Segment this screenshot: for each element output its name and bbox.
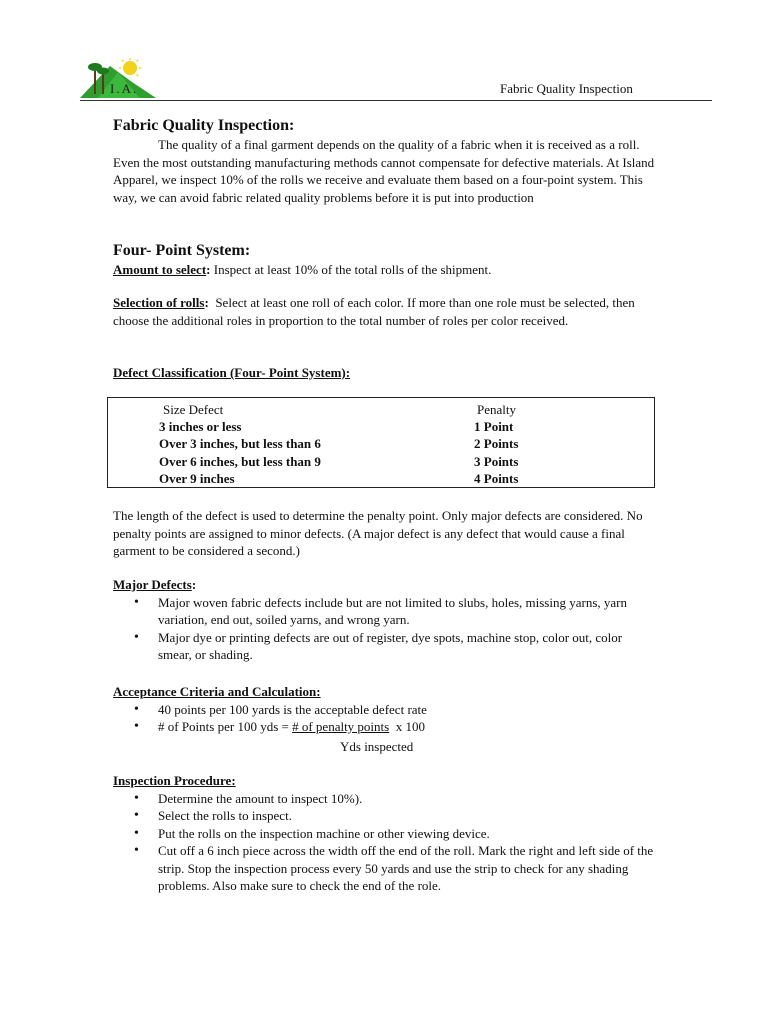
acceptance-section	[113, 683, 658, 736]
defect-size: Over 6 inches, but less than 9	[159, 454, 321, 469]
defect-penalty: 1 Point	[474, 419, 514, 434]
intro-section	[113, 116, 658, 206]
table-header-penalty: Penalty	[477, 402, 516, 417]
selection-of-rolls: Selection of rolls: Select at least one roll of each color. If more than one role must be selected, then choose the additional roles in proportion to the total number of roles per color received.	[113, 295, 635, 328]
logo-text: I.A.	[110, 81, 139, 96]
formula-times: x 100	[395, 719, 425, 734]
list-item: • 40 points per 100 yards is the acceptable defect rate	[113, 701, 658, 719]
acceptance-heading: Acceptance Criteria and Calculation:	[113, 684, 321, 699]
procedure-section	[113, 772, 658, 895]
acceptance-list	[113, 701, 658, 736]
list-item: • Major dye or printing defects are out of register, dye spots, machine stop, color out, color smear, or shading.	[113, 629, 658, 664]
formula-lhs: # of Points per 100 yds =	[158, 719, 289, 734]
table-row	[108, 418, 654, 435]
classification-heading-wrap	[113, 364, 658, 382]
major-defects-heading: Major Defects	[113, 577, 192, 592]
formula-numerator: # of penalty points	[292, 719, 390, 734]
list-item: • Put the rolls on the inspection machine or other viewing device.	[113, 825, 658, 843]
defect-penalty: 2 Points	[474, 436, 519, 451]
table-row	[108, 453, 654, 470]
defect-size: Over 3 inches, but less than 6	[159, 436, 321, 451]
list-item: • Determine the amount to inspect 10%).	[113, 790, 658, 808]
defect-table	[107, 397, 655, 488]
list-item: • Select the rolls to inspect.	[113, 807, 658, 825]
major-defects-section: Major Defects: • Major woven fabric defects include but are not limited to slubs, holes, missing yarns, yarn variation, end out, soiled yarns, and wrong yarn. • Major dye or printing defects are out of register, dye spots, machine stop, color out, color smear, or shading.	[113, 576, 658, 664]
amount-text: Inspect at least 10% of the total rolls of the shipment.	[213, 262, 492, 277]
table-row	[108, 470, 654, 487]
defect-penalty: 3 Points	[474, 454, 519, 469]
table-row	[108, 435, 654, 452]
selection-text: Select at least one roll of each color. If more than one role must be selected, then choose the additional roles in proportion to the total number of roles per color received.	[113, 295, 635, 328]
header-divider	[80, 100, 712, 101]
procedure-heading: Inspection Procedure:	[113, 773, 236, 788]
defect-size: Over 9 inches	[159, 471, 235, 486]
table-header-size: Size Defect	[163, 402, 224, 417]
four-point-heading: Four- Point System:	[113, 242, 251, 259]
formula-item	[113, 718, 658, 736]
length-note-wrap	[113, 507, 658, 560]
list-item: • Major woven fabric defects include but are not limited to slubs, holes, missing yarns, yarn variation, end out, soiled yarns, and wrong yarn.	[113, 594, 658, 629]
table-header-row	[108, 401, 654, 418]
list-item: • Cut off a 6 inch piece across the width off the end of the roll. Mark the right and left side of the strip. Stop the inspection process every 50 yards and use the strip to check for any shading problems. Also make sure to check the end of the role.	[113, 842, 658, 895]
length-note: The length of the defect is used to determine the penalty point. Only major defects are considered. No penalty points are assigned to minor defects. (A major defect is any defect that would cause a final garment to be considered a second.)	[113, 508, 643, 558]
major-defects-list	[113, 594, 658, 664]
defect-size: 3 inches or less	[159, 419, 242, 434]
four-point-section	[113, 241, 658, 279]
selection-label: Selection of rolls	[113, 295, 205, 310]
amount-label: Amount to select	[113, 262, 207, 277]
intro-paragraph: The quality of a final garment depends on the quality of a fabric when it is received as a roll. Even the most outstanding manufacturing methods cannot compensate for defective materials. At Island Apparel, we inspect 10% of the rolls we receive and evaluate them based on a four-point system. This way, we can avoid fabric related quality problems before it is put into production	[113, 137, 655, 205]
defect-classification-heading: Defect Classification (Four- Point System):	[113, 365, 351, 380]
formula-denominator: Yds inspected	[340, 739, 414, 754]
procedure-list	[113, 790, 658, 895]
header-title: Fabric Quality Inspection	[500, 81, 633, 96]
page-heading: Fabric Quality Inspection:	[113, 117, 295, 134]
amount-to-select: Amount to select: Inspect at least 10% of the total rolls of the shipment.	[113, 262, 492, 277]
defect-penalty: 4 Points	[474, 471, 519, 486]
